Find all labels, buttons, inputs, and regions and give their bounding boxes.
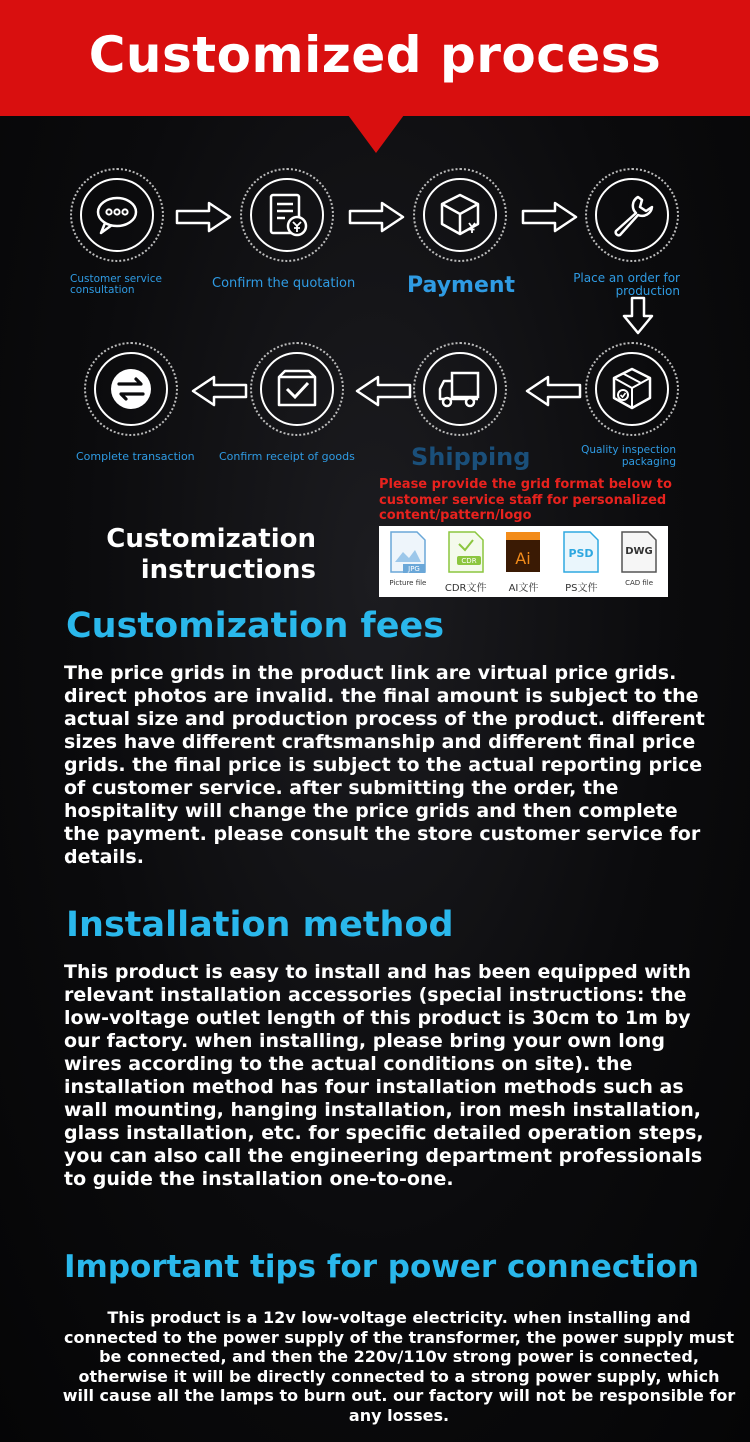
step-label-payment: Payment [407,273,516,298]
truck-icon [436,365,484,413]
wrench-icon [608,191,656,239]
svg-text:Ai: Ai [515,549,532,568]
customization-instructions-title: Customization instructions [106,524,316,585]
installation-title: Installation method [66,905,454,945]
installation-body: This product is easy to install and has been equipped with relevant installation accessories (special instructions: the low-voltage outlet length of this product is 30cm to 1m by our factory. when installing, please bring your own long wires according to the actual conditions on site). the installation method has four installation methods such as wall mounting, hanging installation, iron mesh installation, glass installation, etc. for specific detailed operation steps, you can also call the engineering department professionals to guide the installation one-to-one. [64,961,704,1190]
file-format-jpg [382,526,434,587]
fees-title: Customization fees [66,606,445,646]
file-caption-ai: AI文件 [508,583,539,594]
step-confirm-receipt [250,342,344,436]
step-label-confirm-receipt: Confirm receipt of goods [219,450,355,463]
page-title: Customized process [88,26,662,84]
file-format-cdr [440,526,492,594]
step-label-consultation: Customer service consultation [70,273,162,296]
arrow-down [621,296,655,336]
file-format-dwg [613,526,665,587]
chat-bubble-icon [93,191,141,239]
svg-text:PSD: PSD [568,547,594,560]
arrow-right-3 [521,200,579,234]
power-tips-title: Important tips for power connection [64,1249,700,1285]
svg-text:JPG: JPG [408,565,420,573]
step-label-quotation: Confirm the quotation [212,276,356,291]
step-label-shipping: Shipping [411,443,531,471]
file-format-ai [497,526,549,594]
file-format-panel [379,526,668,597]
quotation-document-icon [263,191,311,239]
payment-box-icon [436,191,484,239]
arrow-left-2 [354,374,412,408]
exchange-arrows-icon [107,365,155,413]
step-label-complete-transaction: Complete transaction [76,450,195,463]
file-caption-cad: CAD file [625,579,654,587]
step-customer-service [70,168,164,262]
step-label-quality-inspection: Quality inspection packaging [581,444,676,468]
step-shipping [413,342,507,436]
power-tips-body: This product is a 12v low-voltage electricity. when installing and connected to the power supply of the transformer, the power supply must be connected, and then the 220v/110v strong power is connected, otherwise it will be directly connected to a strong power supply, which will cause all the lamps to burn out. our factory will not be responsible for any losses. [62,1308,736,1425]
step-payment [413,168,507,262]
checkmark-box-icon [273,365,321,413]
file-caption-ps: PS文件 [565,583,598,594]
step-quality-inspection [585,342,679,436]
cdr-file-icon [445,530,487,574]
file-format-psd [555,526,607,594]
step-place-order [585,168,679,262]
ai-file-icon [502,530,544,574]
banner-pointer [348,115,404,153]
file-caption-cdr: CDR文件 [444,583,487,594]
step-confirm-quotation [240,168,334,262]
arrow-right-1 [175,200,233,234]
psd-file-icon [560,530,602,574]
arrow-left-1 [524,374,582,408]
jpg-file-icon [387,530,429,574]
svg-text:DWG: DWG [625,546,653,557]
step-complete-transaction [84,342,178,436]
arrow-left-3 [190,374,248,408]
svg-text:CDR: CDR [461,557,477,565]
dwg-file-icon [618,530,660,574]
file-caption-picture: Picture file [389,579,427,587]
step-label-place-order: Place an order for production [573,271,680,298]
fees-body: The price grids in the product link are virtual price grids. direct photos are invalid. the final amount is subject to the actual size and production process of the product. different sizes have different craftsmanship and different final price grids. the final price is subject to the actual reporting price of customer service. after submitting the order, the hospitality will change the price grids and then complete the payment. please consult the store customer service for details. [64,662,705,868]
format-note: Please provide the grid format below to customer service staff for personalized content/pattern/logo [379,477,672,523]
arrow-right-2 [348,200,406,234]
package-inspection-icon [608,365,656,413]
